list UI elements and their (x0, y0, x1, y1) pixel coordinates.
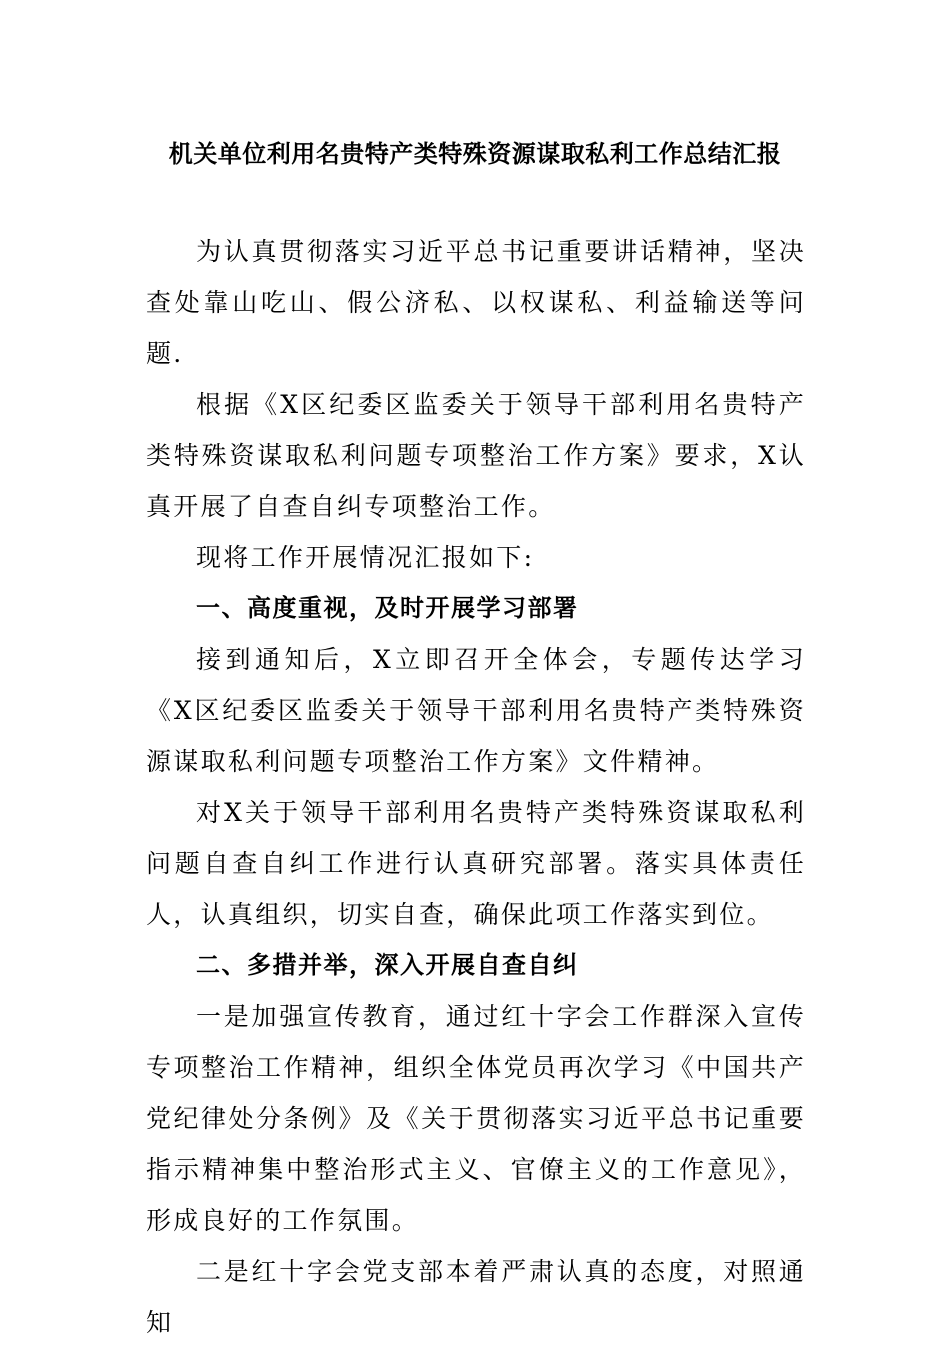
paragraph-section2-education: 一是加强宣传教育，通过红十字会工作群深入宣传专项整治工作精神，组织全体党员再次学习《中国共产党纪律处分条例》及《关于贯彻落实习近平总书记重要指示精神集中整治形式主义、官僚主义的工作意见》，形成良好的工作氛围。 (146, 1002, 806, 1235)
section-heading-2: 二、多措并举，深入开展自查自纠 (196, 951, 579, 979)
paragraph-basis: 根据《X区纪委区监委关于领导干部利用名贵特产类特殊资谋取私利问题专项整治工作方案》要求，X认真开展了自查自纠专项整治工作。 (146, 390, 806, 521)
paragraph-section1-deployment: 对X关于领导干部利用名贵特产类特殊资谋取私利问题自查自纠工作进行认真研究部署。落实具体责任人，认真组织，切实自查，确保此项工作落实到位。 (146, 798, 806, 929)
document-body (146, 226, 806, 1348)
paragraph-report-intro: 现将工作开展情况汇报如下: (196, 543, 535, 572)
document-title: 机关单位利用名贵特产类特殊资源谋取私利工作总结汇报 (168, 140, 782, 168)
section-heading-1: 一、高度重视，及时开展学习部署 (196, 594, 579, 622)
paragraph-intro: 为认真贯彻落实习近平总书记重要讲话精神，坚决查处靠山吃山、假公济私、以权谋私、利益输送等问题. (146, 237, 806, 368)
paragraph-section2-party-branch: 二是红十字会党支部本着严肃认真的态度，对照通知 (146, 1257, 806, 1337)
paragraph-section1-meeting: 接到通知后，X立即召开全体会，专题传达学习《X区纪委区监委关于领导干部利用名贵特产类特殊资源谋取私利问题专项整治工作方案》文件精神。 (146, 645, 806, 776)
